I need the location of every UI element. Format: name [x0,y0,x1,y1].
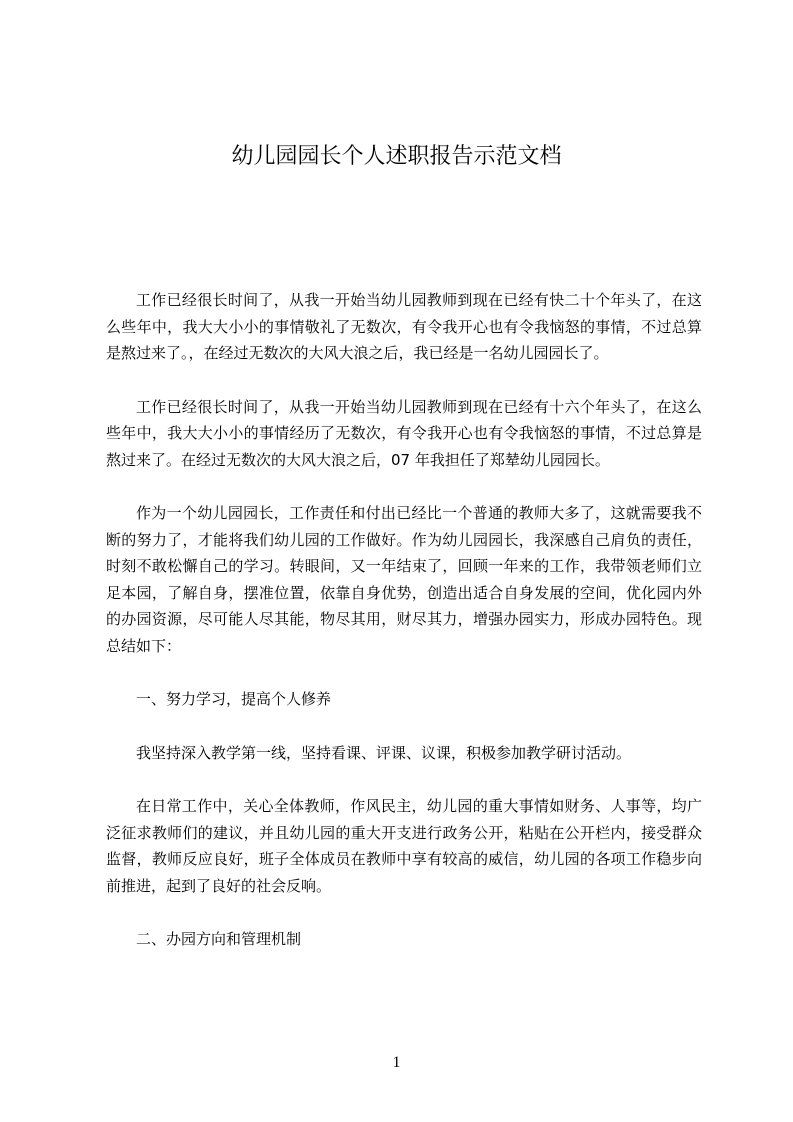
paragraph-spacer [106,899,702,926]
paragraph: 我坚持深入教学第一线，坚持看课、评课、议课，积极参加教学研讨活动。 [136,743,632,762]
paragraph-spacer [106,713,702,740]
paragraph-spacer [106,473,702,500]
section-heading: 一、努力学习，提高个人修养 [136,690,332,708]
document-title: 幼儿园园长个人述职报告示范文档 [231,144,562,169]
paragraph: 工作已经很长时间了，从我一开始当幼儿园教师到现在已经有十六个年头了，在这么些年中，我大大小小的事情经历了无数次，有令我开心也有令我恼怒的事情，不过总算是熬过来了。在经过无数次的大风大浪之后，07 年我担任了郑辇幼儿园园长。 [106,397,702,469]
section-heading: 二、办园方向和管理机制 [136,930,302,948]
paragraph: 工作已经很长时间了，从我一开始当幼儿园教师到现在已经有快二十个年头了，在这么些年中，我大大小小的事情敬礼了无数次，有令我开心也有令我恼怒的事情，不过总算是熬过来了。，在经过无数次的大风大浪之后，我已经是一名幼儿园园长了。 [106,291,702,362]
paragraph-spacer [106,766,702,793]
paragraph: 在日常工作中，关心全体教师，作风民主，幼儿园的重大事情如财务、人事等，均广泛征求教师们的建议，并且幼儿园的重大开支进行政务公开，粘贴在公开栏内，接受群众监督，教师反应良好，班子全体成员在教师中享有较高的威信，幼儿园的各项工作稳步向前推进，起到了良好的社会反响。 [106,797,702,895]
paragraph: 作为一个幼儿园园长，工作责任和付出已经比一个普通的教师大多了，这就需要我不断的努力了，才能将我们幼儿园的工作做好。作为幼儿园园长，我深感自己肩负的责任，时刻不敢松懈自己的学习。转眼间，又一年结束了，回顾一年来的工作，我带领老师们立足本园，了解自身，摆准位置，依靠自身优势，创造出适合自身发展的空间，优化园内外的办园资源，尽可能人尽其能，物尽其用，财尽其力，增强办园实力，形成办园特色。现总结如下： [106,504,702,655]
page-number: 1 [392,1054,401,1071]
document-body [106,287,702,953]
paragraph-spacer [106,367,702,394]
paragraph-spacer [106,659,702,686]
